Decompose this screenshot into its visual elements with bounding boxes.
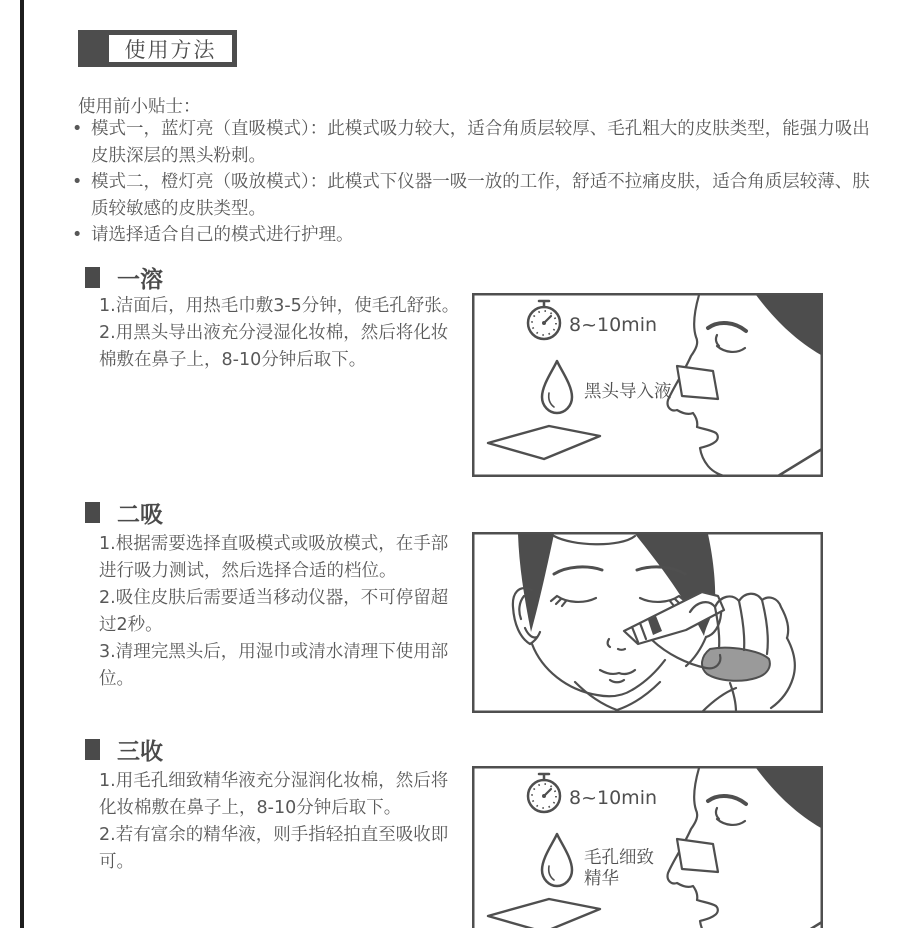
step-marker [85,267,100,288]
nose-cotton-pad [677,366,718,399]
step-line: 3.清理完黑头后，用湿巾或清水清理下使用部位。 [99,642,449,689]
tip-item: • 请选择适合自己的模式进行护理。 [70,222,882,249]
step-line: 2.用黑头导出液充分浸湿化妆棉，然后将化妆棉敷在鼻子上，8-10分钟后取下。 [99,323,449,370]
device-grip [702,648,770,681]
drop-label: 黑头导入液 [584,382,672,402]
step-line: 1.用毛孔细致精华液充分湿润化妆棉，然后将化妆棉敷在鼻子上，8-10分钟后取下。 [99,771,449,818]
page-title: 使用方法 [107,33,234,64]
tips-list [70,116,882,249]
shoulder-line [778,449,822,476]
nose [608,639,625,650]
stopwatch-icon [528,774,560,812]
hair-shape [756,295,821,355]
cotton-pad [488,426,600,459]
step-line: 1.根据需要选择直吸模式或吸放模式，在手部进行吸力测试，然后选择合适的档位。 [99,534,449,581]
mouth [600,670,635,682]
timer-label: 8~10min [569,787,658,809]
closed-eye [551,596,596,606]
drop-label-line2: 精华 [584,869,619,889]
figure-step2-suction [472,532,823,713]
step-marker [85,502,100,523]
hair-shape [518,534,554,632]
shoulder-line [778,922,822,928]
nose-cotton-pad [677,839,718,872]
eyebrow [554,567,602,574]
eyebrow [708,323,746,331]
closed-eye [716,335,745,352]
tip-item: • 模式一，蓝灯亮（直吸模式）：此模式吸力较大，适合角质层较厚、毛孔粗大的皮肤类型，能强力吸出皮肤深层的黑头粉刺。 [70,116,882,169]
step-line: 2.吸住皮肤后需要适当移动仪器，不可停留超过2秒。 [99,588,449,635]
figure-step1-apply-pad [472,293,823,477]
hair-shape [756,768,821,828]
step-title-1: 一溶 [117,267,163,293]
stopwatch-icon [528,301,560,339]
section-title-box [78,30,237,67]
eyebrow [708,796,746,804]
face-front-illustration [532,644,665,696]
step-line: 1.洁面后，用热毛巾敷3-5分钟，使毛孔舒张。 [99,296,460,316]
step-body-1 [99,293,463,374]
step-title-2: 二吸 [117,502,163,528]
step-marker [85,739,100,760]
tips-heading: 使用前小贴士： [78,97,201,117]
step-title-3: 三收 [117,739,163,765]
drop-label-line1: 毛孔细致 [584,848,654,868]
tip-item: • 模式二，橙灯亮（吸放模式）：此模式下仪器一吸一放的工作，舒适不拉痛皮肤，适合角质层较薄、肤质较敏感的皮肤类型。 [70,169,882,222]
step-line: 2.若有富余的精华液，则手指轻拍直至吸收即可。 [99,825,449,872]
water-drop-icon [542,361,572,413]
step-body-2 [99,531,463,693]
timer-label: 8~10min [569,314,658,336]
water-drop-icon [542,834,572,886]
figure-step3-essence-pad [472,766,823,928]
cotton-pad [488,899,600,928]
page-spine-line [20,0,24,928]
scalp-line [554,536,635,544]
step-body-3 [99,768,463,876]
closed-eye [716,808,745,825]
